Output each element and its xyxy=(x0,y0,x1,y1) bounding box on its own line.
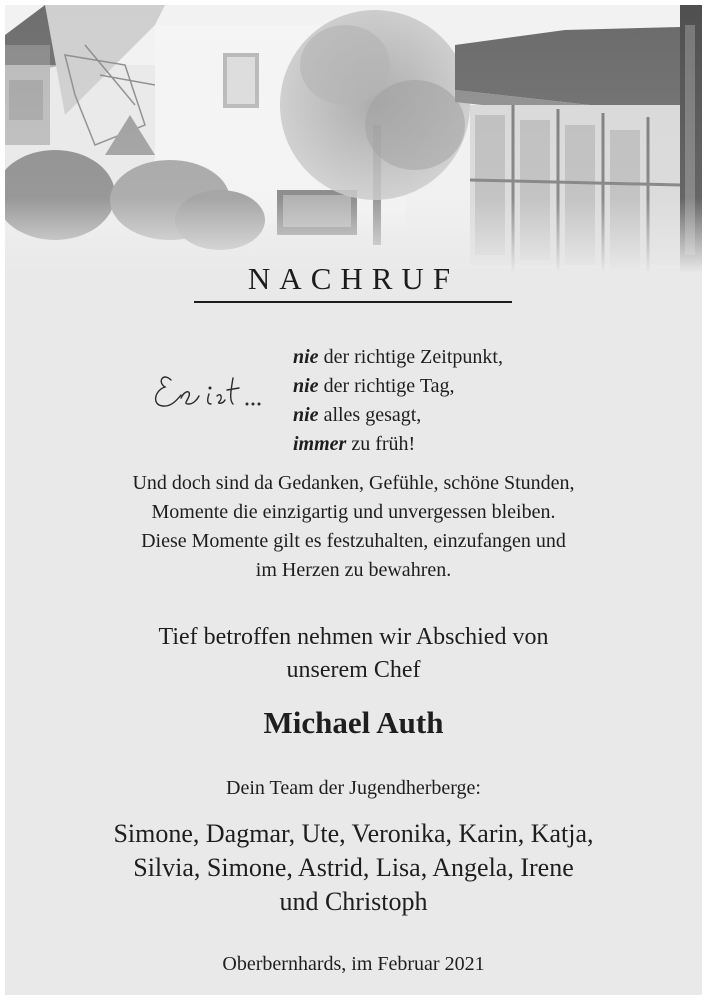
intro-line: Tief betroffen nehmen wir Abschied von xyxy=(158,624,549,650)
paragraph-line: Diese Momente gilt es festzuhalten, einzufangen und xyxy=(141,530,566,552)
members-line: Silvia, Simone, Astrid, Lisa, Angela, Irene xyxy=(133,853,574,882)
title-underline xyxy=(194,301,512,303)
place-date: Oberbernhards, im Februar 2021 xyxy=(222,953,485,975)
paragraph-line: Momente die einzigartig und unvergessen bleiben. xyxy=(151,501,556,523)
paragraph-line: im Herzen zu bewahren. xyxy=(255,559,452,581)
paragraph-line: Und doch sind da Gedanken, Gefühle, schöne Stunden, xyxy=(132,472,575,494)
quote-lines xyxy=(293,343,613,459)
quote-line: nie der richtige Tag, xyxy=(293,375,455,397)
quote-line: nie alles gesagt, xyxy=(293,404,422,426)
team-members xyxy=(5,817,702,919)
memorial-paragraph xyxy=(5,469,702,585)
deceased-name: Michael Auth xyxy=(263,705,444,740)
intro-line: unserem Chef xyxy=(286,657,421,683)
members-line: Simone, Dagmar, Ute, Veronika, Karin, Katja, xyxy=(113,819,594,848)
building-photo xyxy=(5,5,702,273)
obituary-card xyxy=(5,5,702,995)
quote-line: immer zu früh! xyxy=(293,433,416,455)
page-title: NACHRUF xyxy=(247,261,460,296)
script-lettering xyxy=(153,360,273,420)
farewell-intro xyxy=(5,621,702,687)
team-label: Dein Team der Jugendherberge: xyxy=(226,777,481,799)
quote-line: nie der richtige Zeitpunkt, xyxy=(293,346,503,368)
members-line: und Christoph xyxy=(279,887,428,916)
